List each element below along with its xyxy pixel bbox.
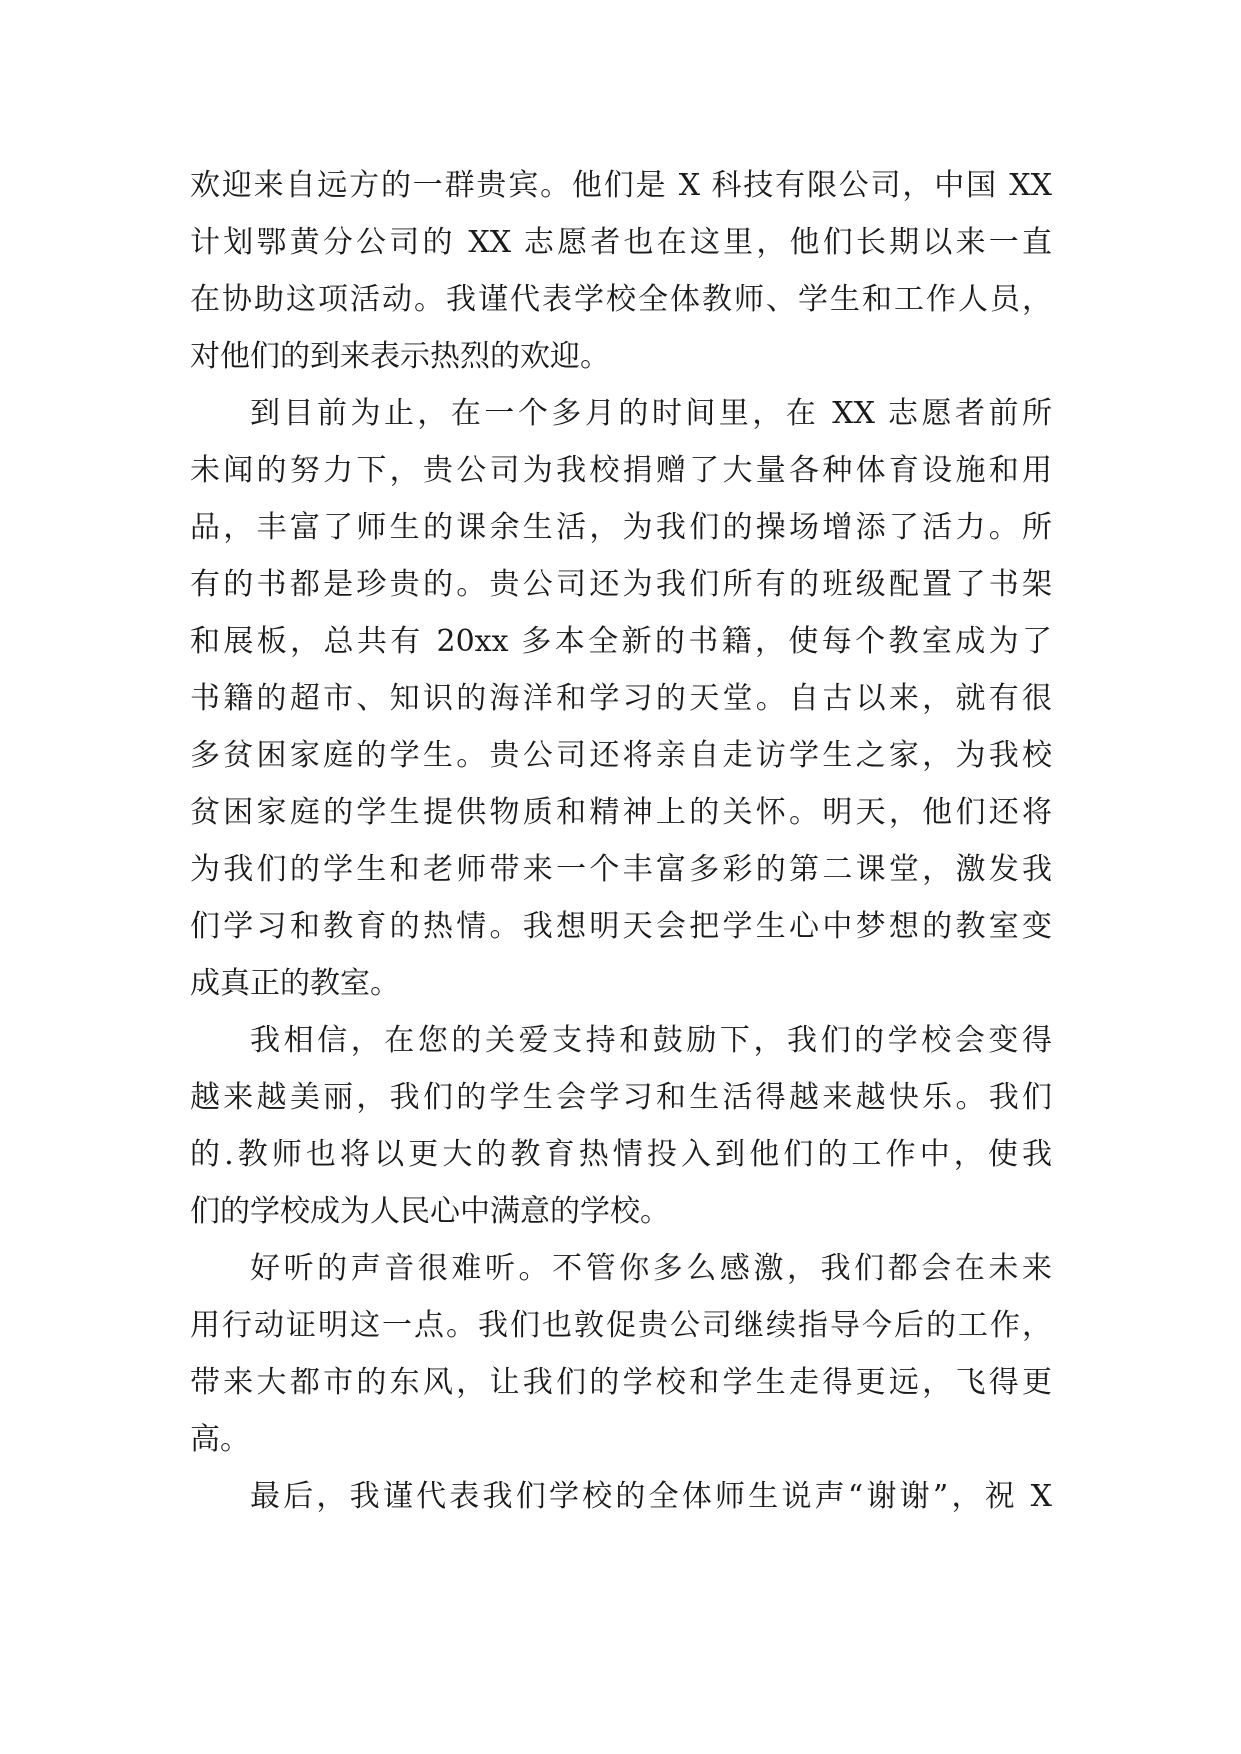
text-line: 的.教师也将以更大的教育热情投入到他们的工作中，使我 [190, 1137, 1052, 1172]
text-line: 欢迎来自远方的一群贵宾。他们是 X 科技有限公司，中国 XX [190, 168, 1052, 203]
text-line: 最后，我谨代表我们学校的全体师生说声“谢谢”，祝 X [250, 1479, 1052, 1514]
text-line: 成真正的教室。 [190, 966, 400, 1001]
text-line: 计划鄂黄分公司的 XX 志愿者也在这里，他们长期以来一直 [190, 225, 1052, 260]
document-body [190, 157, 1052, 1525]
text-line: 高。 [190, 1422, 250, 1457]
text-line: 我相信，在您的关爱支持和鼓励下，我们的学校会变得 [250, 1023, 1052, 1058]
text-line: 贫困家庭的学生提供物质和精神上的关怀。明天，他们还将 [190, 795, 1052, 830]
text-line: 到目前为止，在一个多月的时间里，在 XX 志愿者前所 [250, 396, 1052, 431]
text-line: 为我们的学生和老师带来一个丰富多彩的第二课堂，激发我 [190, 852, 1052, 887]
text-line: 在协助这项活动。我谨代表学校全体教师、学生和工作人员， [190, 282, 1052, 317]
text-line: 越来越美丽，我们的学生会学习和生活得越来越快乐。我们 [190, 1080, 1052, 1115]
text-line: 和展板，总共有 20xx 多本全新的书籍，使每个教室成为了 [190, 624, 1052, 659]
text-line: 多贫困家庭的学生。贵公司还将亲自走访学生之家，为我校 [190, 738, 1052, 773]
text-line: 用行动证明这一点。我们也敦促贵公司继续指导今后的工作， [190, 1308, 1052, 1343]
text-line: 品，丰富了师生的课余生活，为我们的操场增添了活力。所 [190, 510, 1052, 545]
text-line: 带来大都市的东风，让我们的学校和学生走得更远，飞得更 [190, 1365, 1052, 1400]
text-line: 有的书都是珍贵的。贵公司还为我们所有的班级配置了书架 [190, 567, 1052, 602]
text-line: 们的学校成为人民心中满意的学校。 [190, 1194, 670, 1229]
text-line: 对他们的到来表示热烈的欢迎。 [190, 339, 610, 374]
text-line: 未闻的努力下，贵公司为我校捐赠了大量各种体育设施和用 [190, 453, 1052, 488]
text-line: 书籍的超市、知识的海洋和学习的天堂。自古以来，就有很 [190, 681, 1052, 716]
text-line: 们学习和教育的热情。我想明天会把学生心中梦想的教室变 [190, 909, 1052, 944]
text-line: 好听的声音很难听。不管你多么感激，我们都会在未来 [250, 1251, 1052, 1286]
